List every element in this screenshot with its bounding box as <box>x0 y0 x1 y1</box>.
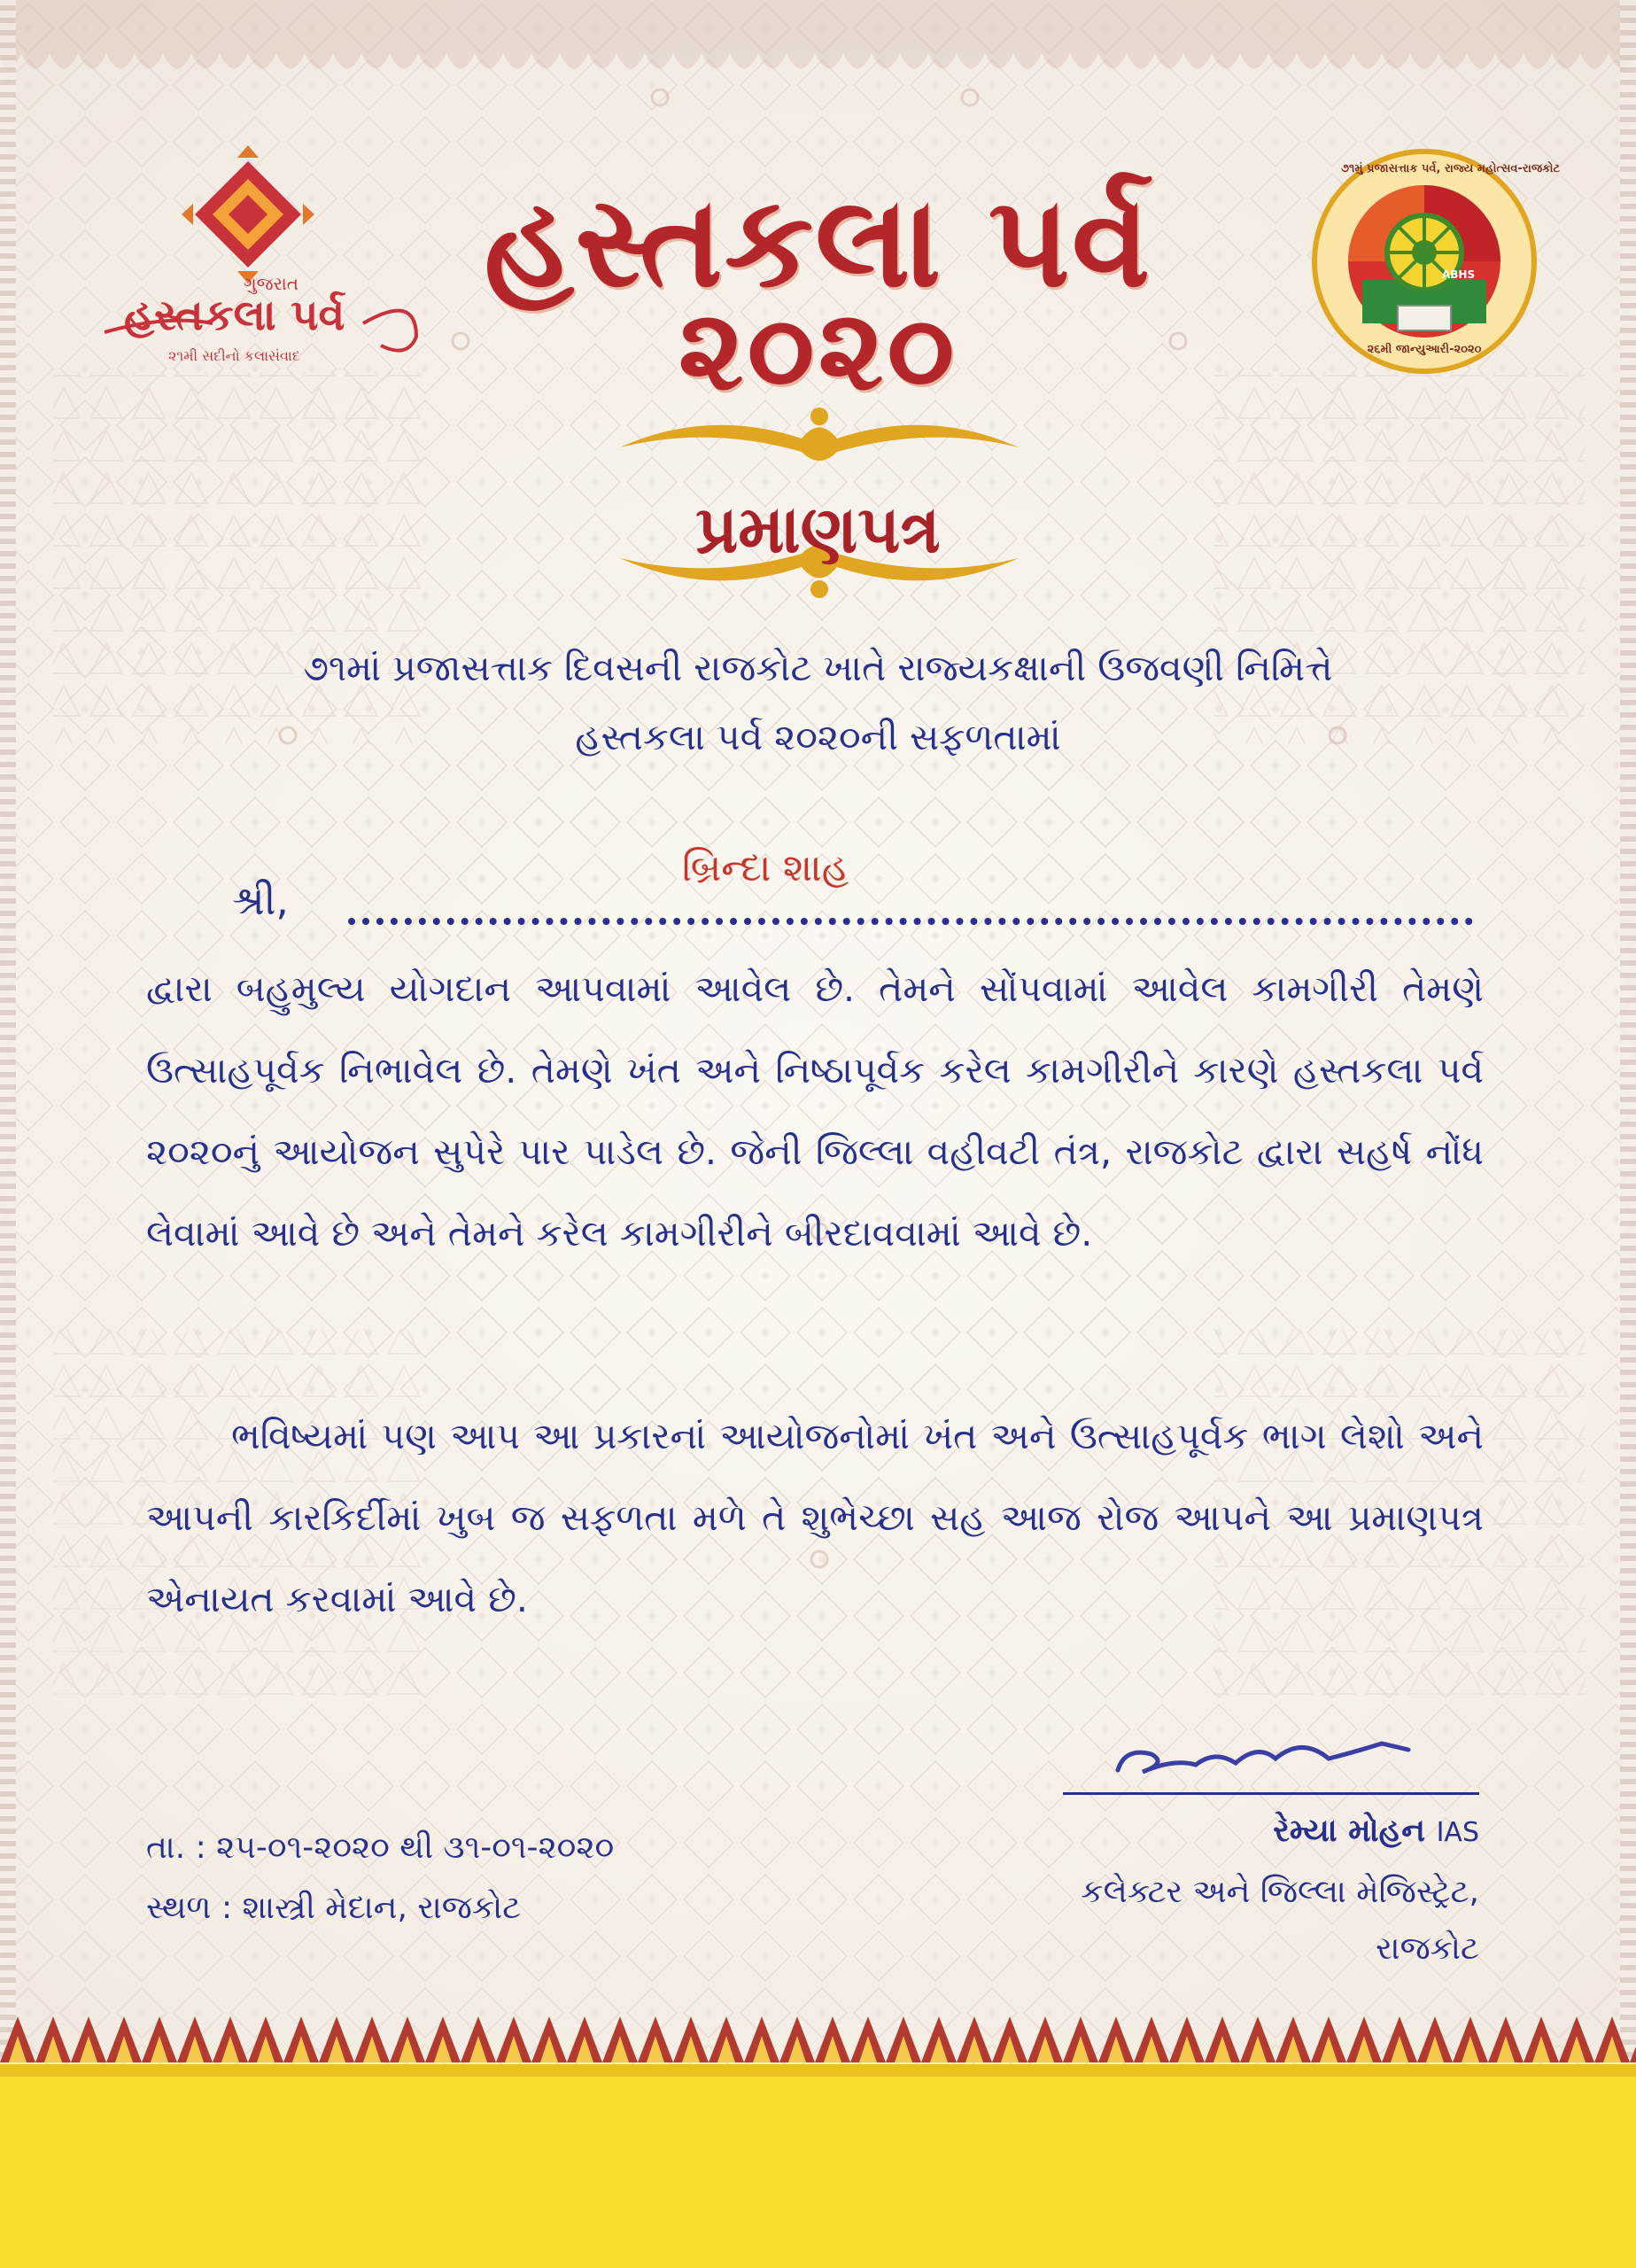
intro-line-1: ૭૧માં પ્રજાસત્તાક દિવસની રાજકોટ ખાતે રાજ્યકક્ષાની ઉજવણી નિમિત્તે <box>303 647 1333 689</box>
date-range: તા. : ૨૫-૦૧-૨૦૨૦ થી ૩૧-૦૧-૨૦૨૦ <box>146 1829 615 1866</box>
name-dotted-line <box>348 886 1473 925</box>
logo-tagline: ૨૧મી સદીનો કલાસંવાદ <box>168 347 300 364</box>
designation-line-2: રાજકોટ <box>1376 1930 1479 1967</box>
seal-center-text: ABHS <box>1442 268 1476 281</box>
seal-bottom-text: ૨૬મી જાન્યુઆરી-૨૦૨૦ <box>1367 343 1482 356</box>
signatory-designation <box>974 1864 1479 1977</box>
bottom-triangle-border <box>0 2009 1636 2064</box>
border-triangle <box>1630 2016 1636 2062</box>
logo-main-text: હસ્તકલા પર્વ <box>124 291 345 340</box>
body-paragraph-1: દ્વારા બહુમુલ્ય યોગદાન આપવામાં આવેલ છે. તેમને સોંપવામાં આવેલ કામગીરી તેમણે ઉત્સાહપૂર્વક નિભાવેલ છે. તેમણે ખંત અને નિષ્ઠાપૂર્વક કરેલ કામગીરીને કારણે હસ્તકલા પર્વ ૨૦૨૦નું આયોજન સુપેરે પાર પાડેલ છે. જેની જિલ્લા વહીવટી તંત્ર, રાજકોટ દ્વારા સહર્ષ નોંધ લેવામાં આવે છે અને તેમને કરેલ કામગીરીને બીરદાવવામાં આવે છે. <box>146 967 1484 1254</box>
signature-line <box>1063 1792 1479 1795</box>
designation-line-1: કલેક્ટર અને જિલ્લા મેજિસ્ટ્રેટ, <box>1081 1874 1479 1910</box>
main-title: હસ્તકલા પર્વ <box>484 168 1152 315</box>
body-paragraph-2: ભવિષ્યમાં પણ આપ આ પ્રકારનાં આયોજનોમાં ખંત અને ઉત્સાહપૂર્વક ભાગ લેશો અને આપની કારકિર્દીમાં ખુબ જ સફળતા મળે તે શુભેચ્છા સહ આજ રોજ આપને આ પ્રમાણપત્ર એનાયત કરવામાં આવે છે. <box>146 1415 1484 1620</box>
title-year: ૨૦૨૦ <box>678 284 958 415</box>
seal-ring-text: ૭૧મું પ્રજાસત્તાક પર્વ, રાજ્ય મહોત્સવ-રાજકોટ <box>1341 162 1561 175</box>
signatory-suffix: IAS <box>1436 1817 1479 1848</box>
salutation: શ્રી, <box>232 877 289 924</box>
signatory-name: રેમ્યા મોહન <box>1273 1813 1426 1849</box>
logo-top-text: ગુજરાત <box>244 273 299 294</box>
footer-band <box>0 2064 1636 2268</box>
intro-line-2: હસ્તકલા પર્વ ૨૦૨૦ની સફળતામાં <box>575 716 1061 758</box>
venue: સ્થળ : શાસ્ત્રી મેદાન, રાજકોટ <box>146 1890 522 1926</box>
certificate-label: પ્રમાણપત્ર <box>695 492 941 568</box>
recipient-name: બ્રિન્દા શાહ <box>682 846 849 890</box>
signatory-name-block <box>1063 1813 1479 1850</box>
